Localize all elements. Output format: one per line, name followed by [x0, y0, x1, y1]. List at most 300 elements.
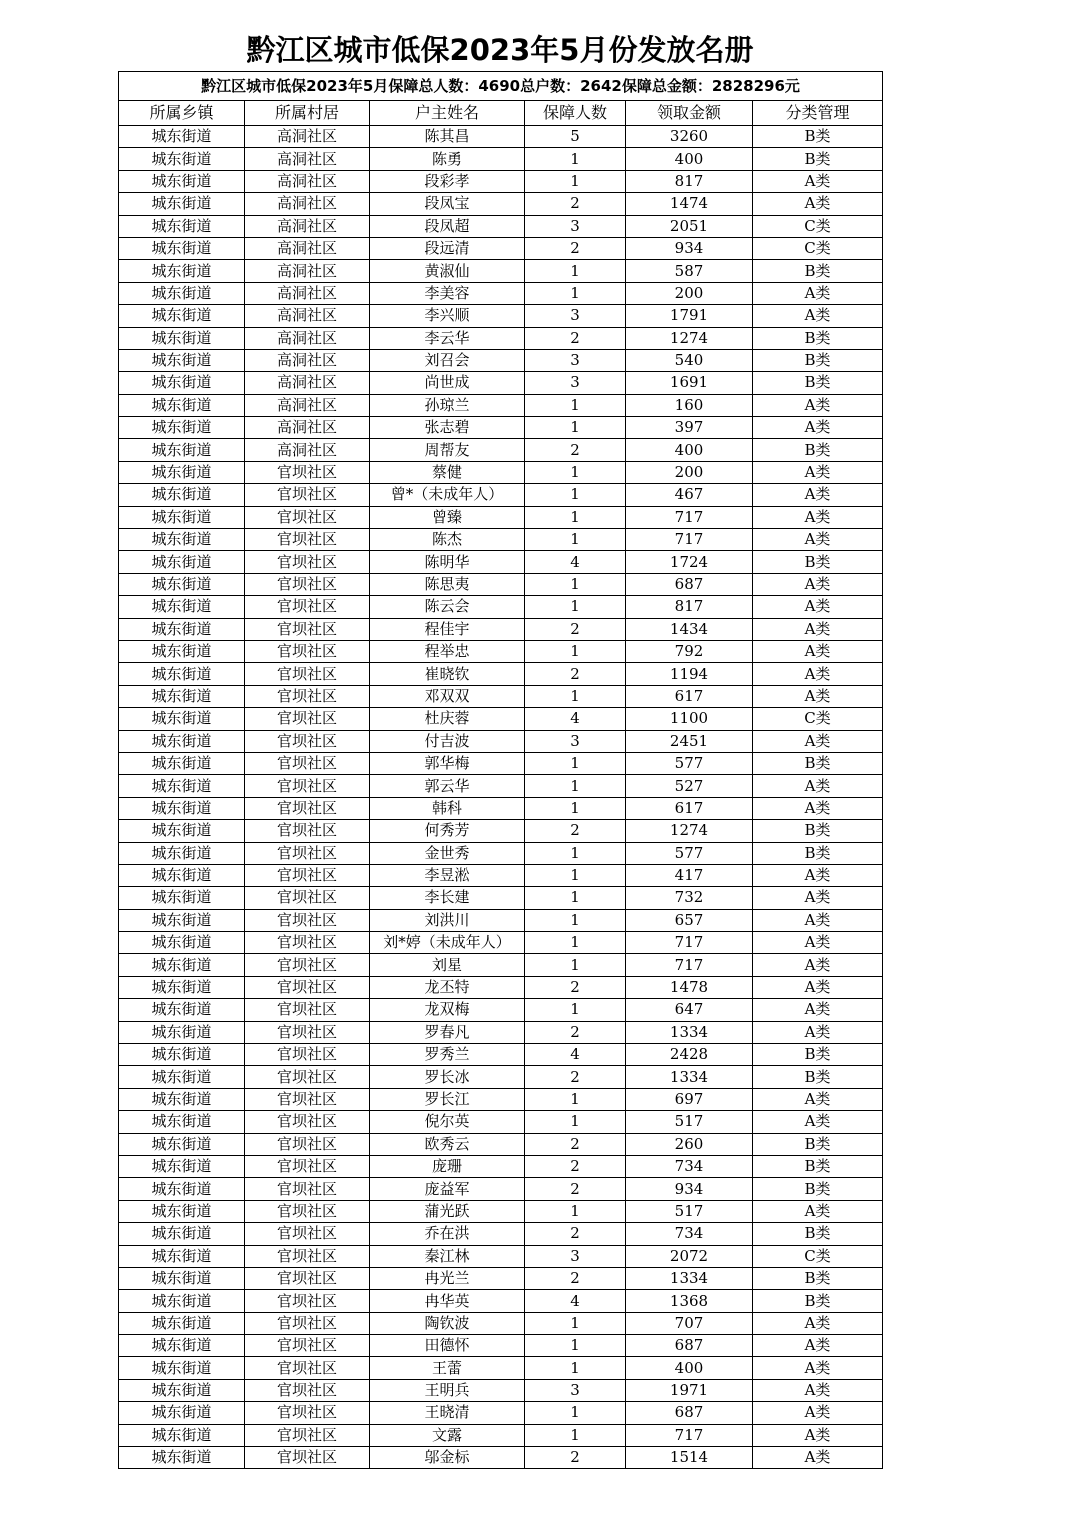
- cell-town: 城东街道: [119, 305, 245, 327]
- cell-householder: 程佳宇: [370, 618, 525, 640]
- cell-category: A类: [753, 685, 883, 707]
- cell-amount: 1724: [626, 551, 753, 573]
- table-row: [119, 573, 883, 595]
- table-row: [119, 282, 883, 304]
- cell-persons: 1: [525, 529, 626, 551]
- cell-persons: 2: [525, 193, 626, 215]
- cell-amount: 817: [626, 596, 753, 618]
- table-row: [119, 1335, 883, 1357]
- cell-category: A类: [753, 976, 883, 998]
- cell-householder: 李昱淞: [370, 864, 525, 886]
- cell-amount: 647: [626, 999, 753, 1021]
- cell-town: 城东街道: [119, 797, 245, 819]
- cell-householder: 罗长江: [370, 1088, 525, 1110]
- cell-amount: 200: [626, 461, 753, 483]
- table-row: [119, 1178, 883, 1200]
- cell-town: 城东街道: [119, 842, 245, 864]
- cell-amount: 1334: [626, 1066, 753, 1088]
- cell-amount: 734: [626, 1223, 753, 1245]
- cell-category: A类: [753, 887, 883, 909]
- cell-category: B类: [753, 327, 883, 349]
- table-row: [119, 708, 883, 730]
- cell-category: A类: [753, 1379, 883, 1401]
- table-row: [119, 372, 883, 394]
- table-body: [119, 126, 883, 1469]
- cell-householder: 陈云会: [370, 596, 525, 618]
- table-row: [119, 126, 883, 148]
- cell-category: A类: [753, 484, 883, 506]
- cell-category: A类: [753, 864, 883, 886]
- cell-amount: 577: [626, 752, 753, 774]
- cell-persons: 1: [525, 1312, 626, 1334]
- cell-community: 官坝社区: [245, 1155, 370, 1177]
- cell-category: A类: [753, 1424, 883, 1446]
- cell-amount: 260: [626, 1133, 753, 1155]
- cell-community: 高洞社区: [245, 170, 370, 192]
- cell-householder: 杜庆蓉: [370, 708, 525, 730]
- table-row: [119, 1357, 883, 1379]
- table-row: [119, 417, 883, 439]
- cell-persons: 2: [525, 1021, 626, 1043]
- table-row: [119, 1267, 883, 1289]
- cell-category: B类: [753, 148, 883, 170]
- cell-community: 官坝社区: [245, 506, 370, 528]
- cell-householder: 李美容: [370, 282, 525, 304]
- cell-community: 高洞社区: [245, 327, 370, 349]
- cell-town: 城东街道: [119, 215, 245, 237]
- cell-persons: 3: [525, 349, 626, 371]
- cell-town: 城东街道: [119, 1133, 245, 1155]
- cell-category: B类: [753, 1178, 883, 1200]
- cell-amount: 1434: [626, 618, 753, 640]
- cell-persons: 1: [525, 417, 626, 439]
- cell-persons: 1: [525, 596, 626, 618]
- cell-householder: 郭华梅: [370, 752, 525, 774]
- cell-persons: 4: [525, 551, 626, 573]
- cell-community: 高洞社区: [245, 260, 370, 282]
- cell-householder: 龙双梅: [370, 999, 525, 1021]
- cell-householder: 陶钦波: [370, 1312, 525, 1334]
- cell-town: 城东街道: [119, 1155, 245, 1177]
- cell-amount: 734: [626, 1155, 753, 1177]
- cell-householder: 刘星: [370, 954, 525, 976]
- cell-community: 官坝社区: [245, 797, 370, 819]
- cell-category: A类: [753, 999, 883, 1021]
- cell-persons: 2: [525, 439, 626, 461]
- cell-persons: 1: [525, 1111, 626, 1133]
- cell-community: 高洞社区: [245, 193, 370, 215]
- cell-householder: 蔡健: [370, 461, 525, 483]
- table-row: [119, 215, 883, 237]
- cell-amount: 577: [626, 842, 753, 864]
- cell-amount: 160: [626, 394, 753, 416]
- table-row: [119, 529, 883, 551]
- cell-amount: 517: [626, 1200, 753, 1222]
- cell-town: 城东街道: [119, 663, 245, 685]
- cell-amount: 527: [626, 775, 753, 797]
- cell-town: 城东街道: [119, 640, 245, 662]
- cell-town: 城东街道: [119, 618, 245, 640]
- cell-community: 官坝社区: [245, 1424, 370, 1446]
- cell-town: 城东街道: [119, 1290, 245, 1312]
- cell-community: 官坝社区: [245, 663, 370, 685]
- table-row: [119, 305, 883, 327]
- cell-category: B类: [753, 1066, 883, 1088]
- cell-town: 城东街道: [119, 237, 245, 259]
- cell-amount: 934: [626, 1178, 753, 1200]
- cell-amount: 687: [626, 1402, 753, 1424]
- cell-householder: 何秀芳: [370, 820, 525, 842]
- cell-town: 城东街道: [119, 1044, 245, 1066]
- table-row: [119, 909, 883, 931]
- cell-persons: 1: [525, 887, 626, 909]
- cell-category: A类: [753, 1021, 883, 1043]
- table-row: [119, 640, 883, 662]
- cell-community: 高洞社区: [245, 417, 370, 439]
- cell-amount: 1514: [626, 1447, 753, 1469]
- cell-amount: 697: [626, 1088, 753, 1110]
- cell-persons: 2: [525, 1223, 626, 1245]
- cell-persons: 1: [525, 506, 626, 528]
- cell-amount: 417: [626, 864, 753, 886]
- table-row: [119, 1312, 883, 1334]
- cell-town: 城东街道: [119, 708, 245, 730]
- cell-persons: 3: [525, 730, 626, 752]
- header-persons: 保障人数: [525, 101, 626, 126]
- cell-householder: 张志碧: [370, 417, 525, 439]
- cell-householder: 陈明华: [370, 551, 525, 573]
- cell-householder: 罗长冰: [370, 1066, 525, 1088]
- cell-community: 官坝社区: [245, 1088, 370, 1110]
- table-row: [119, 618, 883, 640]
- table-row: [119, 170, 883, 192]
- cell-householder: 金世秀: [370, 842, 525, 864]
- cell-community: 官坝社区: [245, 573, 370, 595]
- table-row: [119, 1245, 883, 1267]
- table-row: [119, 1133, 883, 1155]
- cell-town: 城东街道: [119, 1312, 245, 1334]
- table-row: [119, 484, 883, 506]
- table-row: [119, 193, 883, 215]
- cell-community: 官坝社区: [245, 909, 370, 931]
- table-row: [119, 1088, 883, 1110]
- cell-persons: 3: [525, 305, 626, 327]
- cell-amount: 200: [626, 282, 753, 304]
- table-row: [119, 394, 883, 416]
- table-row: [119, 349, 883, 371]
- cell-community: 官坝社区: [245, 752, 370, 774]
- cell-town: 城东街道: [119, 1223, 245, 1245]
- cell-amount: 1474: [626, 193, 753, 215]
- cell-persons: 3: [525, 1245, 626, 1267]
- cell-category: A类: [753, 1402, 883, 1424]
- cell-category: A类: [753, 1312, 883, 1334]
- cell-persons: 1: [525, 1200, 626, 1222]
- cell-town: 城东街道: [119, 148, 245, 170]
- cell-amount: 2451: [626, 730, 753, 752]
- cell-amount: 400: [626, 1357, 753, 1379]
- cell-persons: 1: [525, 394, 626, 416]
- table-row: [119, 1290, 883, 1312]
- cell-persons: 2: [525, 237, 626, 259]
- cell-town: 城东街道: [119, 327, 245, 349]
- cell-category: A类: [753, 1088, 883, 1110]
- cell-town: 城东街道: [119, 820, 245, 842]
- cell-category: B类: [753, 349, 883, 371]
- cell-community: 官坝社区: [245, 640, 370, 662]
- cell-community: 官坝社区: [245, 999, 370, 1021]
- header-amount: 领取金额: [626, 101, 753, 126]
- cell-persons: 1: [525, 909, 626, 931]
- cell-amount: 467: [626, 484, 753, 506]
- cell-amount: 792: [626, 640, 753, 662]
- cell-town: 城东街道: [119, 349, 245, 371]
- cell-householder: 文露: [370, 1424, 525, 1446]
- cell-amount: 657: [626, 909, 753, 931]
- cell-category: C类: [753, 1245, 883, 1267]
- cell-category: A类: [753, 170, 883, 192]
- cell-category: B类: [753, 260, 883, 282]
- cell-persons: 3: [525, 215, 626, 237]
- cell-amount: 717: [626, 954, 753, 976]
- cell-town: 城东街道: [119, 551, 245, 573]
- cell-amount: 2072: [626, 1245, 753, 1267]
- cell-town: 城东街道: [119, 999, 245, 1021]
- cell-community: 官坝社区: [245, 820, 370, 842]
- cell-householder: 邬金标: [370, 1447, 525, 1469]
- cell-persons: 1: [525, 954, 626, 976]
- cell-town: 城东街道: [119, 1178, 245, 1200]
- cell-householder: 段凤超: [370, 215, 525, 237]
- cell-community: 官坝社区: [245, 551, 370, 573]
- cell-community: 官坝社区: [245, 1335, 370, 1357]
- cell-persons: 5: [525, 126, 626, 148]
- cell-amount: 397: [626, 417, 753, 439]
- cell-persons: 1: [525, 999, 626, 1021]
- cell-community: 官坝社区: [245, 685, 370, 707]
- cell-householder: 田德怀: [370, 1335, 525, 1357]
- header-community: 所属村居: [245, 101, 370, 126]
- cell-category: C类: [753, 708, 883, 730]
- table-row: [119, 976, 883, 998]
- cell-town: 城东街道: [119, 1088, 245, 1110]
- cell-householder: 崔晓钦: [370, 663, 525, 685]
- cell-householder: 秦江林: [370, 1245, 525, 1267]
- cell-community: 官坝社区: [245, 1402, 370, 1424]
- cell-amount: 400: [626, 148, 753, 170]
- cell-amount: 687: [626, 1335, 753, 1357]
- cell-community: 官坝社区: [245, 1133, 370, 1155]
- cell-persons: 2: [525, 820, 626, 842]
- cell-category: A类: [753, 529, 883, 551]
- cell-community: 官坝社区: [245, 775, 370, 797]
- cell-householder: 陈杰: [370, 529, 525, 551]
- cell-persons: 2: [525, 976, 626, 998]
- cell-persons: 1: [525, 170, 626, 192]
- cell-category: B类: [753, 842, 883, 864]
- cell-community: 官坝社区: [245, 1245, 370, 1267]
- cell-town: 城东街道: [119, 730, 245, 752]
- cell-community: 官坝社区: [245, 529, 370, 551]
- table-row: [119, 775, 883, 797]
- cell-householder: 王晓清: [370, 1402, 525, 1424]
- cell-community: 官坝社区: [245, 1044, 370, 1066]
- cell-householder: 冉华英: [370, 1290, 525, 1312]
- cell-persons: 1: [525, 685, 626, 707]
- cell-category: A类: [753, 954, 883, 976]
- cell-category: C类: [753, 237, 883, 259]
- cell-householder: 陈勇: [370, 148, 525, 170]
- cell-community: 高洞社区: [245, 349, 370, 371]
- cell-householder: 王明兵: [370, 1379, 525, 1401]
- table-row: [119, 1223, 883, 1245]
- cell-persons: 1: [525, 775, 626, 797]
- cell-persons: 2: [525, 1066, 626, 1088]
- cell-community: 官坝社区: [245, 864, 370, 886]
- cell-community: 官坝社区: [245, 596, 370, 618]
- table-row: [119, 752, 883, 774]
- table-row: [119, 439, 883, 461]
- cell-persons: 3: [525, 372, 626, 394]
- cell-town: 城东街道: [119, 394, 245, 416]
- cell-persons: 2: [525, 1447, 626, 1469]
- cell-householder: 段彩孝: [370, 170, 525, 192]
- table-row: [119, 663, 883, 685]
- table-row: [119, 506, 883, 528]
- cell-householder: 乔在洪: [370, 1223, 525, 1245]
- cell-persons: 2: [525, 1133, 626, 1155]
- table-row: [119, 1424, 883, 1446]
- cell-community: 官坝社区: [245, 976, 370, 998]
- cell-persons: 1: [525, 461, 626, 483]
- cell-amount: 1971: [626, 1379, 753, 1401]
- cell-amount: 817: [626, 170, 753, 192]
- cell-community: 官坝社区: [245, 887, 370, 909]
- cell-town: 城东街道: [119, 1066, 245, 1088]
- table-row: [119, 237, 883, 259]
- cell-town: 城东街道: [119, 1245, 245, 1267]
- cell-persons: 1: [525, 1335, 626, 1357]
- cell-category: A类: [753, 1200, 883, 1222]
- cell-category: B类: [753, 372, 883, 394]
- cell-amount: 717: [626, 932, 753, 954]
- cell-householder: 罗秀兰: [370, 1044, 525, 1066]
- cell-town: 城东街道: [119, 775, 245, 797]
- cell-town: 城东街道: [119, 909, 245, 931]
- cell-community: 官坝社区: [245, 1379, 370, 1401]
- cell-persons: 4: [525, 1044, 626, 1066]
- cell-householder: 曾臻: [370, 506, 525, 528]
- cell-category: A类: [753, 663, 883, 685]
- cell-town: 城东街道: [119, 932, 245, 954]
- cell-category: A类: [753, 573, 883, 595]
- cell-community: 官坝社区: [245, 1267, 370, 1289]
- cell-town: 城东街道: [119, 1267, 245, 1289]
- cell-town: 城东街道: [119, 529, 245, 551]
- table-row: [119, 551, 883, 573]
- cell-amount: 2051: [626, 215, 753, 237]
- cell-amount: 517: [626, 1111, 753, 1133]
- cell-householder: 李兴顺: [370, 305, 525, 327]
- cell-householder: 韩科: [370, 797, 525, 819]
- cell-householder: 龙丕特: [370, 976, 525, 998]
- cell-amount: 2428: [626, 1044, 753, 1066]
- cell-amount: 3260: [626, 126, 753, 148]
- cell-community: 官坝社区: [245, 1178, 370, 1200]
- cell-category: B类: [753, 551, 883, 573]
- cell-amount: 1791: [626, 305, 753, 327]
- table-row: [119, 260, 883, 282]
- cell-category: A类: [753, 394, 883, 416]
- cell-householder: 刘*婷（未成年人）: [370, 932, 525, 954]
- cell-community: 官坝社区: [245, 932, 370, 954]
- cell-amount: 1478: [626, 976, 753, 998]
- cell-town: 城东街道: [119, 1424, 245, 1446]
- cell-householder: 李长建: [370, 887, 525, 909]
- cell-persons: 1: [525, 1357, 626, 1379]
- table-row: [119, 148, 883, 170]
- cell-category: C类: [753, 215, 883, 237]
- cell-amount: 717: [626, 529, 753, 551]
- cell-amount: 400: [626, 439, 753, 461]
- cell-persons: 1: [525, 842, 626, 864]
- cell-persons: 2: [525, 327, 626, 349]
- cell-amount: 732: [626, 887, 753, 909]
- cell-category: A类: [753, 461, 883, 483]
- cell-amount: 1334: [626, 1267, 753, 1289]
- cell-town: 城东街道: [119, 887, 245, 909]
- table-row: [119, 932, 883, 954]
- cell-community: 高洞社区: [245, 148, 370, 170]
- cell-community: 官坝社区: [245, 1357, 370, 1379]
- cell-householder: 付吉波: [370, 730, 525, 752]
- table-row: [119, 1111, 883, 1133]
- cell-community: 高洞社区: [245, 215, 370, 237]
- summary-text: 黔江区城市低保2023年5月保障总人数：4690总户数：2642保障总金额：2828296元: [119, 72, 883, 101]
- cell-persons: 1: [525, 148, 626, 170]
- cell-community: 官坝社区: [245, 1290, 370, 1312]
- cell-community: 官坝社区: [245, 1312, 370, 1334]
- cell-category: A类: [753, 1447, 883, 1469]
- cell-town: 城东街道: [119, 439, 245, 461]
- cell-town: 城东街道: [119, 1111, 245, 1133]
- cell-town: 城东街道: [119, 372, 245, 394]
- table-row: [119, 864, 883, 886]
- cell-persons: 1: [525, 484, 626, 506]
- cell-community: 高洞社区: [245, 439, 370, 461]
- cell-town: 城东街道: [119, 1447, 245, 1469]
- cell-category: B类: [753, 820, 883, 842]
- cell-amount: 934: [626, 237, 753, 259]
- cell-town: 城东街道: [119, 976, 245, 998]
- cell-town: 城东街道: [119, 596, 245, 618]
- header-householder: 户主姓名: [370, 101, 525, 126]
- cell-householder: 段凤宝: [370, 193, 525, 215]
- cell-community: 高洞社区: [245, 126, 370, 148]
- cell-town: 城东街道: [119, 126, 245, 148]
- page-title: 黔江区城市低保2023年5月份发放名册: [246, 33, 754, 67]
- table-row: [119, 1200, 883, 1222]
- cell-community: 官坝社区: [245, 618, 370, 640]
- cell-persons: 2: [525, 1267, 626, 1289]
- cell-town: 城东街道: [119, 864, 245, 886]
- cell-community: 官坝社区: [245, 954, 370, 976]
- table-row: [119, 887, 883, 909]
- cell-amount: 617: [626, 797, 753, 819]
- cell-amount: 540: [626, 349, 753, 371]
- cell-category: B类: [753, 439, 883, 461]
- cell-category: A类: [753, 1357, 883, 1379]
